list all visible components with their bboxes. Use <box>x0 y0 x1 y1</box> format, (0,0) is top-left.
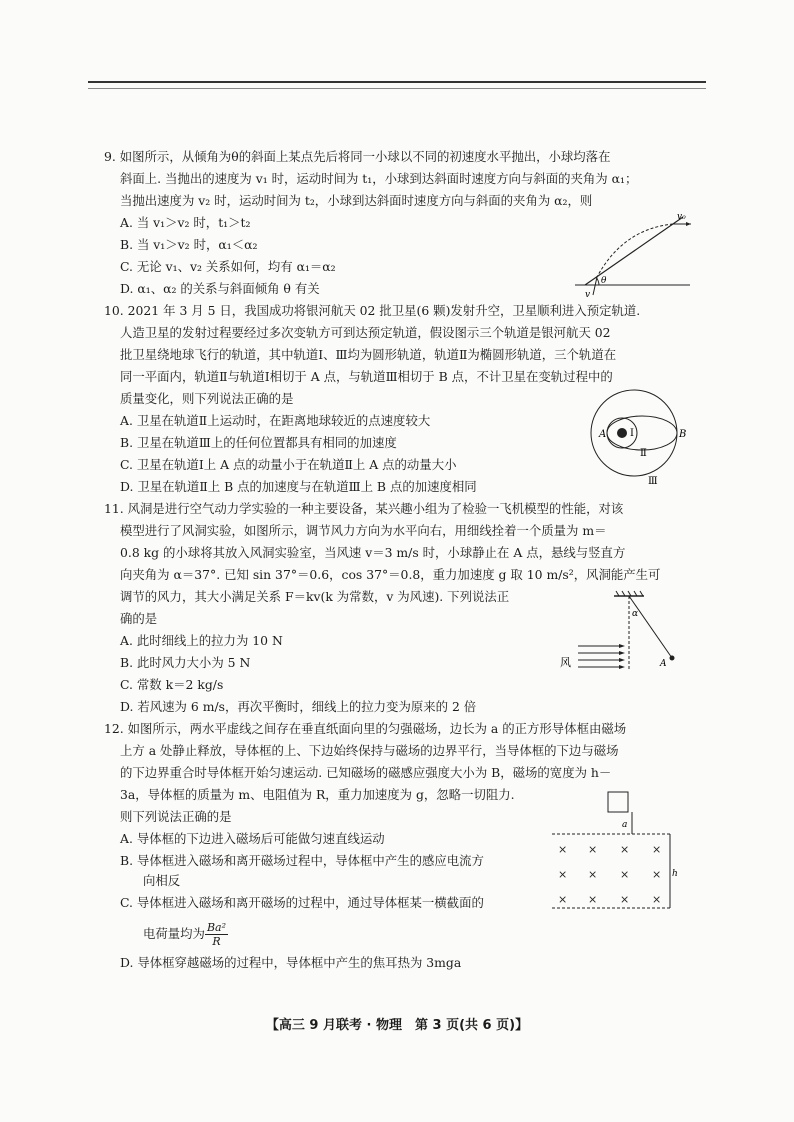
svg-text:×: × <box>652 868 662 881</box>
q9-option-d: D. α₁、α₂ 的关系与斜面倾角 θ 有关 <box>120 281 320 296</box>
svg-text:×: × <box>620 868 630 881</box>
page-footer: 【高三 9 月联考 · 物理 第 3 页(共 6 页)】 <box>265 1018 529 1033</box>
q10-option-c: C. 卫星在轨道Ⅰ上 A 点的动量小于在轨道Ⅱ上 A 点的动量大小 <box>120 457 457 472</box>
string <box>629 596 672 658</box>
q12-stem-line: 上方 a 处静止释放，导体框的上、下边始终保持与磁场的边界平行，当导体框的下边与磁场 <box>120 743 619 758</box>
q12-option-a: A. 导体框的下边进入磁场后可能做匀速直线运动 <box>120 831 385 846</box>
point-a-label: A <box>660 659 667 669</box>
q11-stem-line: 11. 风洞是进行空气动力学实验的一种主要设备，某兴趣小组为了检验一飞机模型的性能，对该 <box>104 501 624 516</box>
q11-stem-line: 模型进行了风洞实验，如图所示，调节风力方向为水平向右，用细线拴着一个质量为 m＝ <box>120 523 607 538</box>
svg-text:×: × <box>588 868 598 881</box>
q12-option-b: B. 导体框进入磁场和离开磁场过程中，导体框中产生的感应电流方 <box>120 853 484 868</box>
wind-arrows <box>578 646 622 667</box>
orbit-1-label: Ⅰ <box>630 428 634 439</box>
q10-option-b: B. 卫星在轨道Ⅲ上的任何位置都具有相同的加速度 <box>120 435 397 450</box>
svg-text:×: × <box>558 868 568 881</box>
q11-stem-line: 确的是 <box>120 611 158 626</box>
arrowhead <box>686 222 691 226</box>
v-label: v <box>585 290 591 299</box>
svg-text:×: × <box>652 893 662 906</box>
h-label: h <box>672 869 678 879</box>
wind-label: 风 <box>560 656 571 669</box>
conductor-frame <box>608 792 628 812</box>
q10-stem-line: 批卫星绕地球飞行的轨道，其中轨道Ⅰ、Ⅲ均为圆形轨道，轨道Ⅱ为椭圆形轨道，三个轨道在 <box>120 347 617 362</box>
q10-option-a: A. 卫星在轨道Ⅱ上运动时，在距离地球较近的点速度较大 <box>120 413 431 428</box>
q11-wind-tunnel-figure <box>556 590 686 672</box>
q10-stem-line: 质量变化，则下列说法正确的是 <box>120 391 294 406</box>
q11-option-c: C. 常数 k＝2 kg/s <box>120 677 224 692</box>
q11-option-b: B. 此时风力大小为 5 N <box>120 655 251 670</box>
svg-text:×: × <box>558 893 568 906</box>
incline-line <box>585 217 683 285</box>
q11-stem-line: 0.8 kg 的小球将其放入风洞实验室，当风速 v＝3 m/s 时，小球静止在 A 点，悬线与竖直方 <box>120 545 626 560</box>
orbit-2-label: Ⅱ <box>640 448 647 459</box>
q12-option-d: D. 导体框穿越磁场的过程中，导体框中产生的焦耳热为 3mga <box>120 955 462 970</box>
v0-label: v₀ <box>677 212 686 222</box>
orbit-3-label: Ⅲ <box>648 476 658 487</box>
q12-option-c-cont: 电荷量均为 $\frac{\text{Ba²}}{R}$ <box>143 921 227 948</box>
q12-stem-line: 则下列说法正确的是 <box>120 809 232 824</box>
field-crosses <box>558 843 661 906</box>
q9-option-c: C. 无论 v₁、v₂ 关系如何，均有 α₁＝α₂ <box>120 259 336 274</box>
q11-option-d: D. 若风速为 6 m/s，再次平衡时，细线上的拉力变为原来的 2 倍 <box>120 699 477 714</box>
svg-text:×: × <box>588 893 598 906</box>
q12-stem-line: 12. 如图所示，两水平虚线之间存在垂直纸面向里的匀强磁场，边长为 a 的正方形导体框由磁场 <box>104 721 627 736</box>
q10-stem-line: 人造卫星的发射过程要经过多次变轨方可到达预定轨道，假设图示三个轨道是银河航天 02 <box>120 325 611 340</box>
q12-option-b-cont: 向相反 <box>143 873 181 888</box>
q12-stem-line: 的下边界重合时导体框开始匀速运动. 已知磁场的磁感应强度大小为 B，磁场的宽度为 h－ <box>120 765 612 780</box>
q10-orbit-figure <box>582 388 692 488</box>
q9-option-b: B. 当 v₁＞v₂ 时，α₁＜α₂ <box>120 237 258 252</box>
q9-option-a: A. 当 v₁＞v₂ 时，t₁＞t₂ <box>120 215 251 230</box>
earth <box>617 428 627 438</box>
svg-text:×: × <box>652 843 662 856</box>
q11-stem-line: 向夹角为 α＝37°. 已知 sin 37°＝0.6，cos 37°＝0.8，重力加速度 g 取 10 m/s²，风洞能产生可 <box>120 567 661 582</box>
q9-stem-line: 斜面上. 当抛出的速度为 v₁ 时，运动时间为 t₁，小球到达斜面时速度方向与斜面的夹角为 α₁； <box>120 171 638 186</box>
q9-incline-figure <box>565 207 695 299</box>
q9-stem-line: 当抛出速度为 v₂ 时，运动时间为 t₂，小球到达斜面时速度方向与斜面的夹角为 α₂，则 <box>120 193 593 208</box>
point-a-label: A <box>599 429 607 440</box>
charge-fraction: $\frac{\text{Ba²}}{R}$ <box>206 921 227 948</box>
header-rule-thin <box>88 88 706 89</box>
q12-option-c: C. 导体框进入磁场和离开磁场的过程中，通过导体框某一横截面的 <box>120 895 484 910</box>
q11-option-a: A. 此时细线上的拉力为 10 N <box>120 633 283 648</box>
svg-text:×: × <box>620 843 630 856</box>
ball <box>670 656 675 661</box>
q10-option-d: D. 卫星在轨道Ⅱ上 B 点的加速度与在轨道Ⅲ上 B 点的加速度相同 <box>120 479 477 494</box>
svg-text:×: × <box>620 893 630 906</box>
q10-stem-line: 10. 2021 年 3 月 5 日，我国成功将银河航天 02 批卫星(6 颗)发射升空，卫星顺利进入预定轨道. <box>104 303 641 318</box>
q9-stem-line: 9. 如图所示，从倾角为θ的斜面上某点先后将同一小球以不同的初速度水平抛出，小球均落在 <box>104 149 611 164</box>
header-rule <box>88 81 706 83</box>
q12-magnetic-field-figure <box>550 790 690 925</box>
point-b-label: B <box>679 429 687 440</box>
q12-stem-line: 3a，导体框的质量为 m、电阻值为 R，重力加速度为 g，忽略一切阻力. <box>120 787 515 802</box>
theta-label: θ <box>601 276 607 286</box>
alpha-label: α <box>632 609 639 619</box>
svg-text:×: × <box>558 843 568 856</box>
a-label: a <box>622 820 628 830</box>
q10-stem-line: 同一平面内，轨道Ⅱ与轨道Ⅰ相切于 A 点，与轨道Ⅲ相切于 B 点，不计卫星在变轨过程中的 <box>120 369 613 384</box>
svg-text:×: × <box>588 843 598 856</box>
q11-stem-line: 调节的风力，其大小满足关系 F＝kv(k 为常数，v 为风速). 下列说法正 <box>120 589 510 604</box>
